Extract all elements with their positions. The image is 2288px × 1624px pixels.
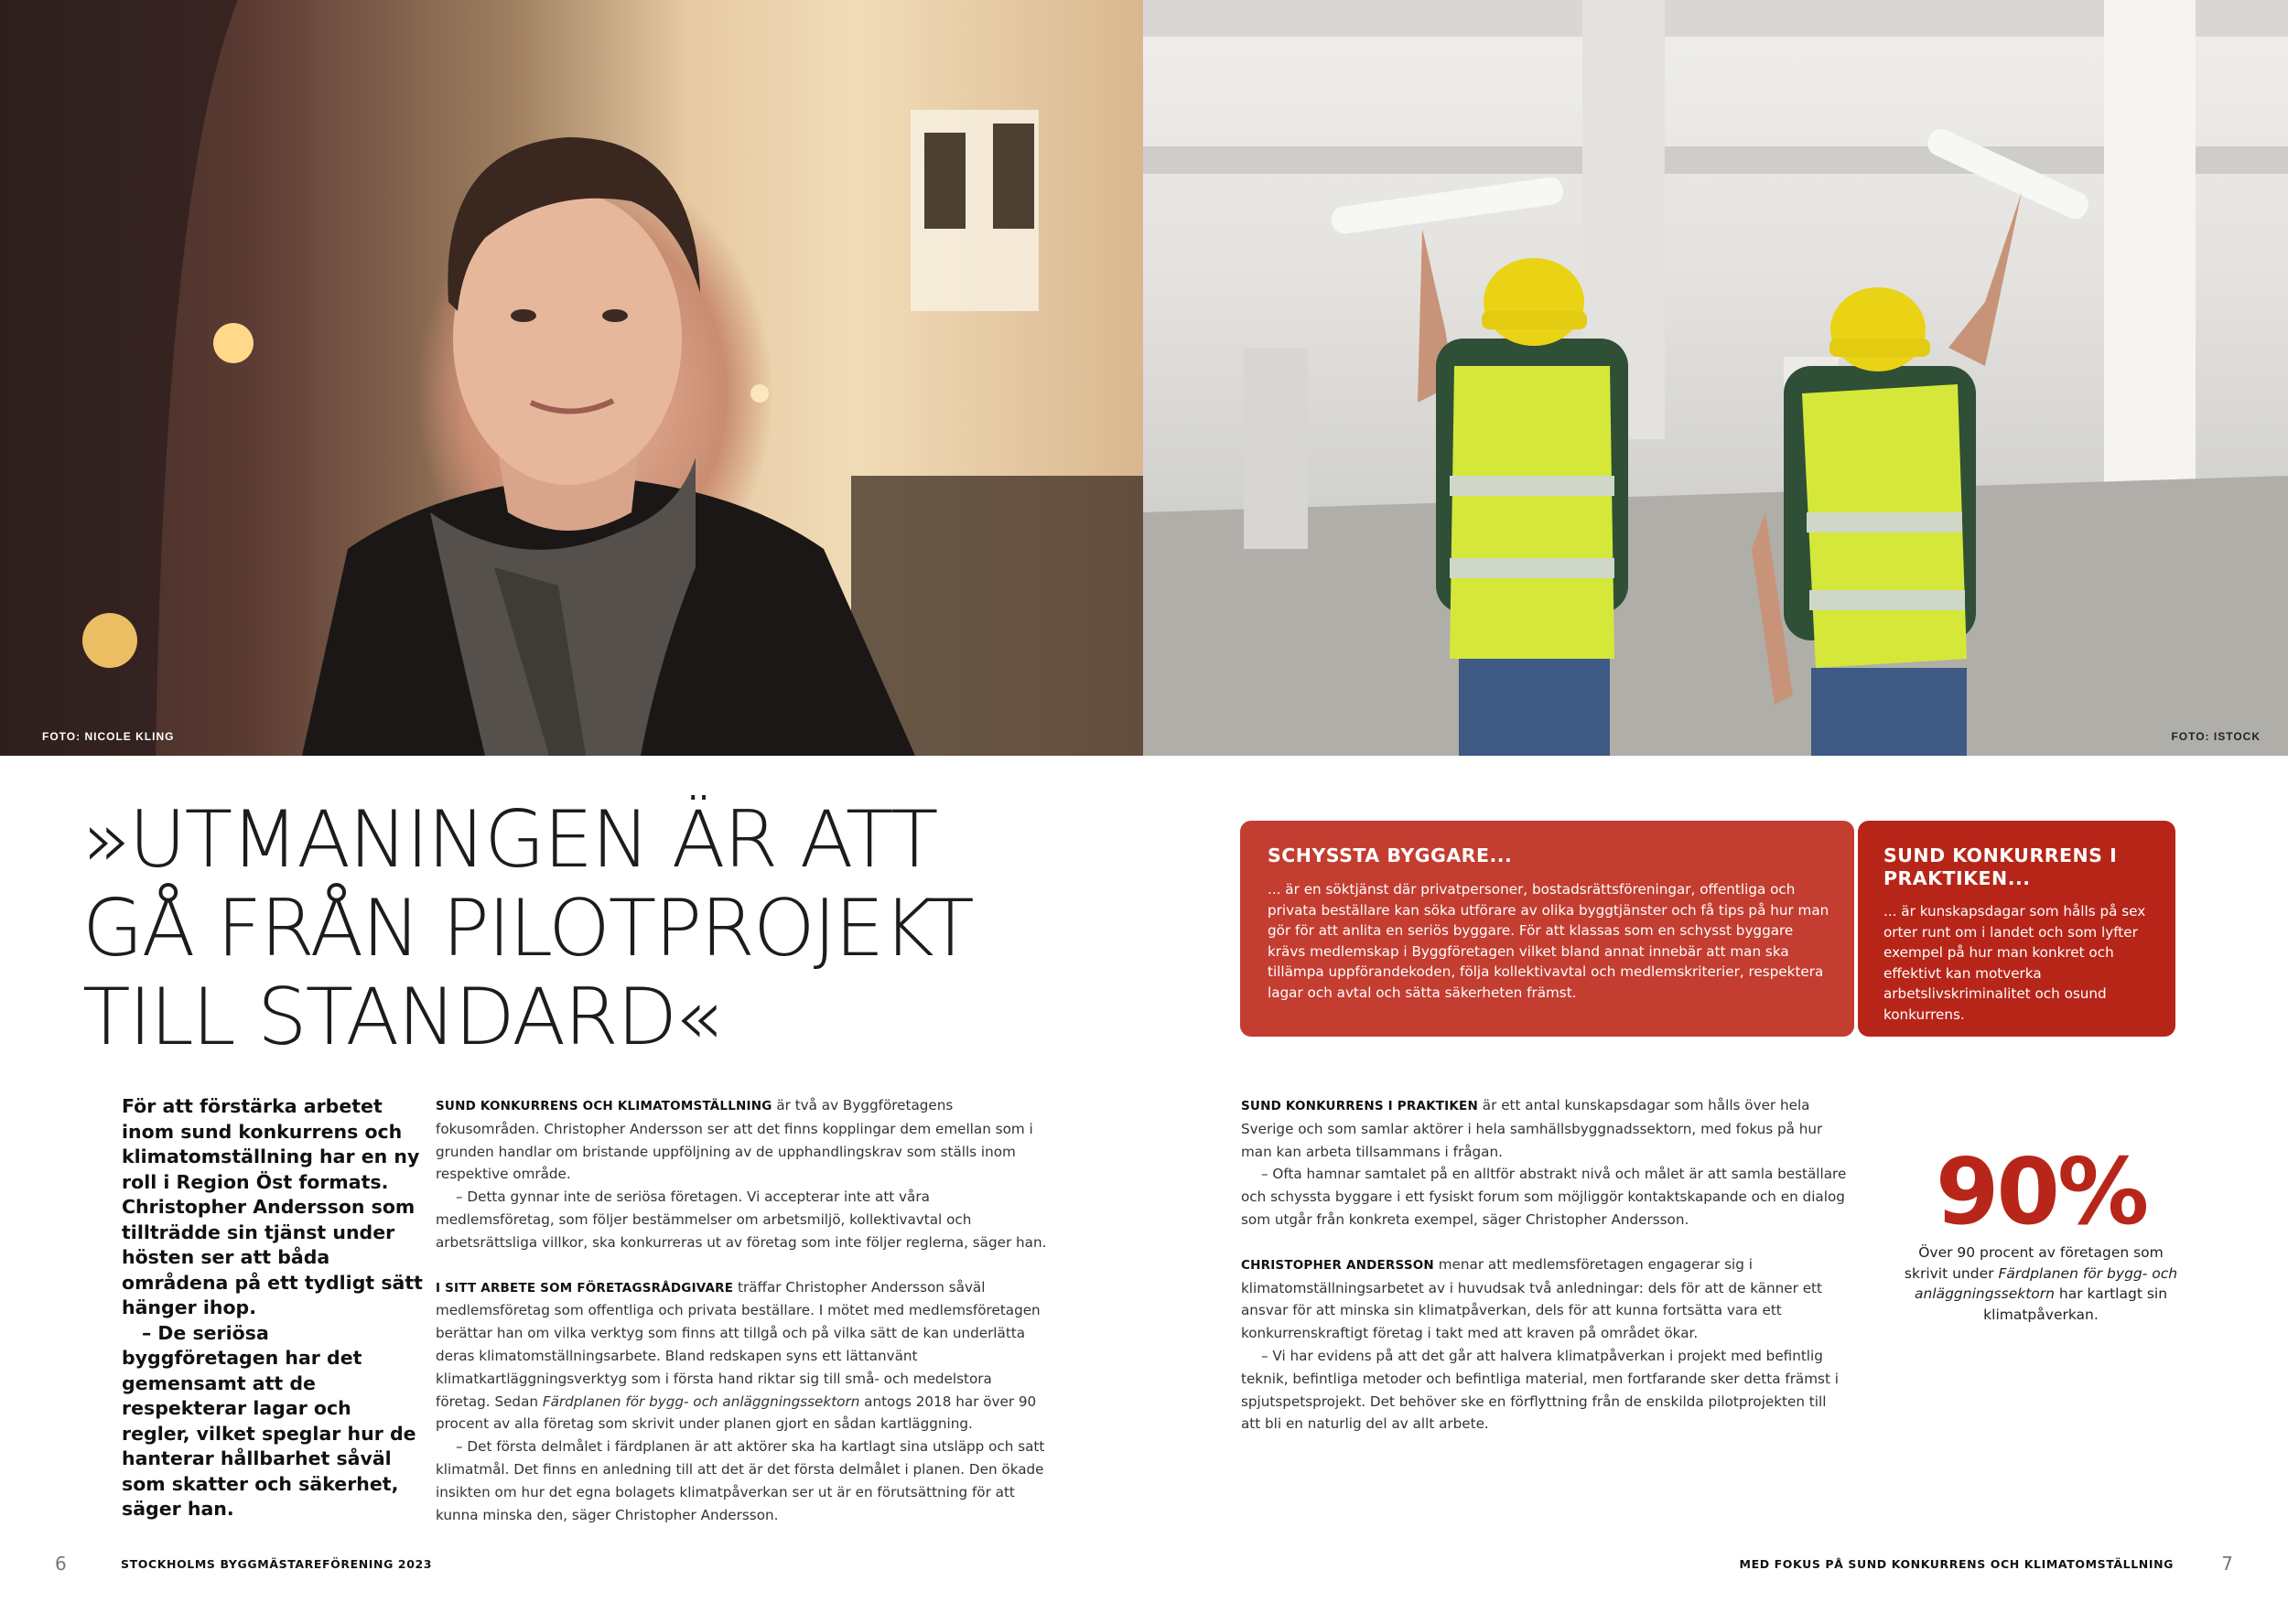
headline-line-1: »UTMANINGEN ÄR ATT: [82, 794, 937, 886]
col1-text-1: är två av Byggföretagens fokusområden. Christopher Andersson ser att det finns kopplingar dem emellan som i grunden handlar om bristande uppföljning av de upphandlingskrav som ställs inom respektive område.: [436, 1097, 1033, 1183]
col1-paragraph-3: [436, 1276, 1047, 1436]
factbox-schyssta-byggare: [1240, 821, 1854, 1037]
col1-lead-3: I SITT ARBETE SOM FÖRETAGSRÅDGIVARE: [436, 1280, 734, 1296]
col1-lead-1: SUND KONKURRENS OCH KLIMATOMSTÄLLNING: [436, 1099, 772, 1113]
stat-caption-a: Över 90 procent av företagen som skrivit under: [1904, 1244, 2164, 1282]
col1-text-3a: träffar Christopher Andersson såväl medlemsföretag som offentliga och privata beställare. I mötet med medlemsföretagen berättar han om vilka verktyg som finns att tillgå och på vilka sätt de kan underlätta deras klimatomställningsarbete. Bland redskapen syns ett lättanvänt klimatkartläggningsverktyg som i första hand riktar sig till små- och medelstora företag. Sedan: [436, 1278, 1041, 1410]
stat-caption-italic: Färdplanen för bygg- och anläggningssektorn: [1914, 1264, 2178, 1302]
headline-line-2: GÅ FRÅN PILOTPROJEKT: [82, 883, 973, 974]
factbox-1-title: SCHYSSTA BYGGARE...: [1268, 844, 1513, 866]
photo-construction-workers: [1143, 0, 2288, 756]
col2-text-3: menar att medlemsföretagen engagerar sig i klimatomställningsarbetet av i huvudsak två anledningar: dels för att de känner ett ansvar för att minska sin klimatpåverkan, dels för att kunna fortsätta vara ett konkurrenskraftigt företag i takt med att kraven på området ökar.: [1241, 1255, 1822, 1342]
col2-lead-1: SUND KONKURRENS I PRAKTIKEN: [1241, 1099, 1478, 1113]
article-intro: [122, 1094, 424, 1522]
stat-caption: [1904, 1242, 2178, 1325]
photo-credit-right: FOTO: ISTOCK: [2171, 730, 2261, 743]
photo-portrait: [0, 0, 1143, 756]
page-number-left: 6: [55, 1553, 67, 1575]
col1-paragraph-1: [436, 1094, 1047, 1186]
body-column-2: [1241, 1094, 1850, 1436]
photo-credit-left: FOTO: NICOLE KLING: [42, 730, 175, 743]
factbox-2-text: ... är kunskapsdagar som hålls på sex orter runt om i landet och som lyfter exempel på hur man konkret och effektivt kan motverka arbetslivskriminalitet och osund konkurrens.: [1883, 903, 2146, 1023]
col1-text-3b: antogs 2018 har över 90 procent av alla företag som skrivit under planen gjort en sådan kartläggning.: [436, 1393, 1037, 1433]
article-headline: [82, 796, 1089, 1062]
stat-caption-b: har kartlagt sin klimatpåverkan.: [1983, 1285, 2168, 1323]
factbox-2-title: SUND KONKURRENS I PRAKTIKEN...: [1883, 844, 2118, 889]
col2-paragraph-4: – Vi har evidens på att det går att halvera klimatpåverkan i projekt med befintlig teknik, befintliga metoder och befintliga material, men fortfarande sker detta främst i spjutspetsprojekt. Det behöver ske en förflyttning från de enskilda pilotprojekten till att bli en naturlig del av allt arbete.: [1241, 1347, 1839, 1433]
factbox-1-text: ... är en söktjänst där privatpersoner, bostadsrättsföreningar, offentliga och privata beställare kan söka utförare av olika byggtjänster och få tips på hur man gör för att anlita en seriös byggare. För att klassas som en schysst byggare krävs medlemskap i Byggföretagen vilket bland annat innebär att man ska tillämpa uppförandekoden, följa kollektivavtal och medlemskriterier, respektera lagar och avtal och sätta säkerheten främst.: [1268, 881, 1829, 1001]
intro-paragraph-1: För att förstärka arbetet inom sund konkurrens och klimatomställning har en ny roll i Region Öst formats. Christopher Andersson som tillträdde sin tjänst under hösten ser att båda områdena på ett tydligt sätt hänger ihop.: [122, 1095, 423, 1318]
intro-paragraph-2: – De seriösa byggföretagen har det gemensamt att de respekterar lagar och regler, vilket speglar hur de hanterar hållbarhet såväl som skatter och säkerhet, säger han.: [122, 1321, 416, 1520]
col2-paragraph-3: [1241, 1253, 1850, 1345]
factbox-sund-konkurrens: [1858, 821, 2175, 1037]
body-column-1: [436, 1094, 1047, 1526]
footer-title-left: STOCKHOLMS BYGGMÄSTAREFÖRENING 2023: [121, 1557, 433, 1571]
workers-illustration: [1143, 0, 2288, 756]
col2-lead-3: CHRISTOPHER ANDERSSON: [1241, 1257, 1434, 1273]
col2-paragraph-2: – Ofta hamnar samtalet på en alltför abstrakt nivå och målet är att samla beställare och schyssta byggare i ett fysiskt forum som möjliggör kontaktskapande och en dialog som utgår från konkreta exempel, säger Christopher Andersson.: [1241, 1166, 1847, 1228]
col1-paragraph-4: – Det första delmålet i färdplanen är att aktörer ska ha kartlagt sina utsläpp och satt klimatmål. Det finns en anledning till att det är det första delmålet i planen. Den ökade insikten om hur det egna bolagets klimatpåverkan ser ut är en förutsättning för att kunna minska den, säger Christopher Andersson.: [436, 1438, 1045, 1523]
page-number-right: 7: [2221, 1553, 2233, 1575]
stat-value: 90%: [1935, 1138, 2147, 1245]
col1-paragraph-2: – Detta gynnar inte de seriösa företagen. Vi accepterar inte att våra medlemsföretag, som följer bestämmelser om arbetsmiljö, kollektivavtal och arbetsrättsliga villkor, ska konkurreras ut av företag som inte följer reglerna, säger han.: [436, 1188, 1047, 1251]
footer-title-right: MED FOKUS PÅ SUND KONKURRENS OCH KLIMATOMSTÄLLNING: [1739, 1557, 2174, 1571]
col2-text-1: är ett antal kunskapsdagar som hålls över hela Sverige och som samlar aktörer i hela samhällsbyggnadssektorn, med fokus på hur man kan arbeta tillsammans i frågan.: [1241, 1097, 1823, 1160]
col2-paragraph-1: [1241, 1094, 1850, 1163]
col1-text-3-italic: Färdplanen för bygg- och anläggningssektorn: [542, 1393, 860, 1410]
portrait-illustration: [0, 0, 1143, 756]
headline-line-3: TILL STANDARD«: [82, 972, 721, 1063]
